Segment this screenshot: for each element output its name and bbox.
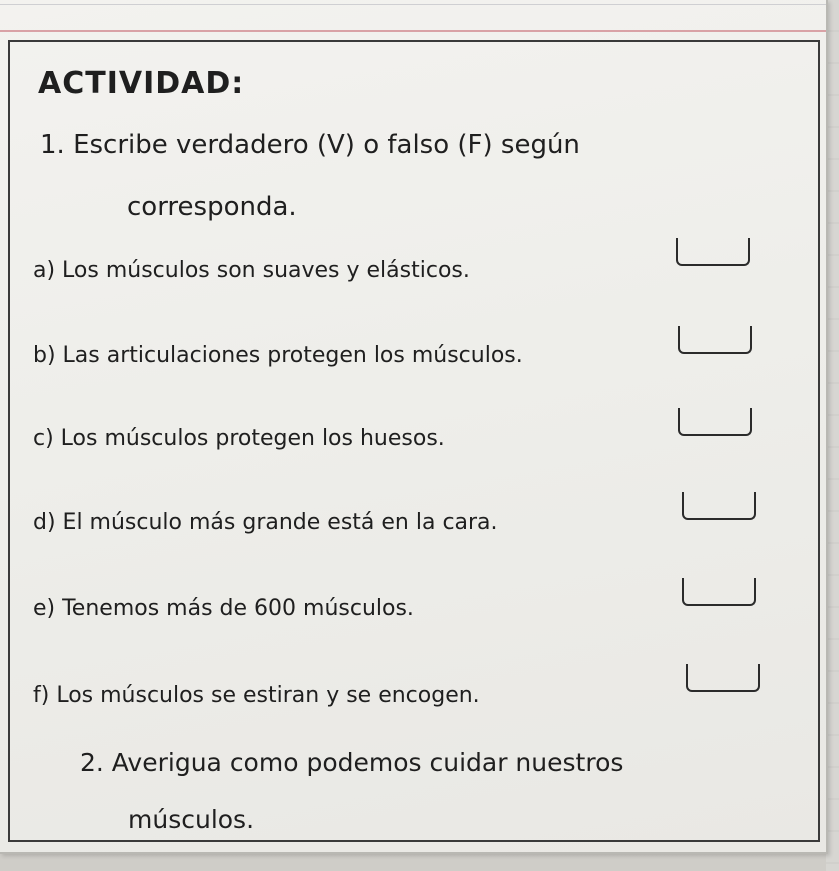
- statement-e: e) Tenemos más de 600 músculos.: [33, 596, 414, 621]
- statement-c: c) Los músculos protegen los huesos.: [33, 426, 445, 451]
- answer-blank-d[interactable]: [682, 492, 756, 520]
- statement-a: a) Los músculos son suaves y elásticos.: [33, 258, 470, 283]
- question-2-line-1: 2. Averigua como podemos cuidar nuestros: [80, 748, 624, 777]
- activity-title: ACTIVIDAD:: [38, 66, 245, 101]
- question-2-line-2: músculos.: [128, 805, 255, 834]
- answer-blank-b[interactable]: [678, 326, 752, 354]
- question-1-line-1: 1. Escribe verdadero (V) o falso (F) según: [40, 130, 580, 160]
- answer-blank-c[interactable]: [678, 408, 752, 436]
- statement-f: f) Los músculos se estiran y se encogen.: [33, 683, 480, 708]
- statement-d: d) El músculo más grande está en la cara.: [33, 510, 498, 535]
- question-1-line-2: corresponda.: [127, 192, 297, 222]
- answer-blank-f[interactable]: [686, 664, 760, 692]
- paper-margin-line: [0, 30, 826, 32]
- statement-b: b) Las articulaciones protegen los músculos.: [33, 343, 523, 368]
- answer-blank-a[interactable]: [676, 238, 750, 266]
- paper-rule-line: [0, 4, 826, 5]
- answer-blank-e[interactable]: [682, 578, 756, 606]
